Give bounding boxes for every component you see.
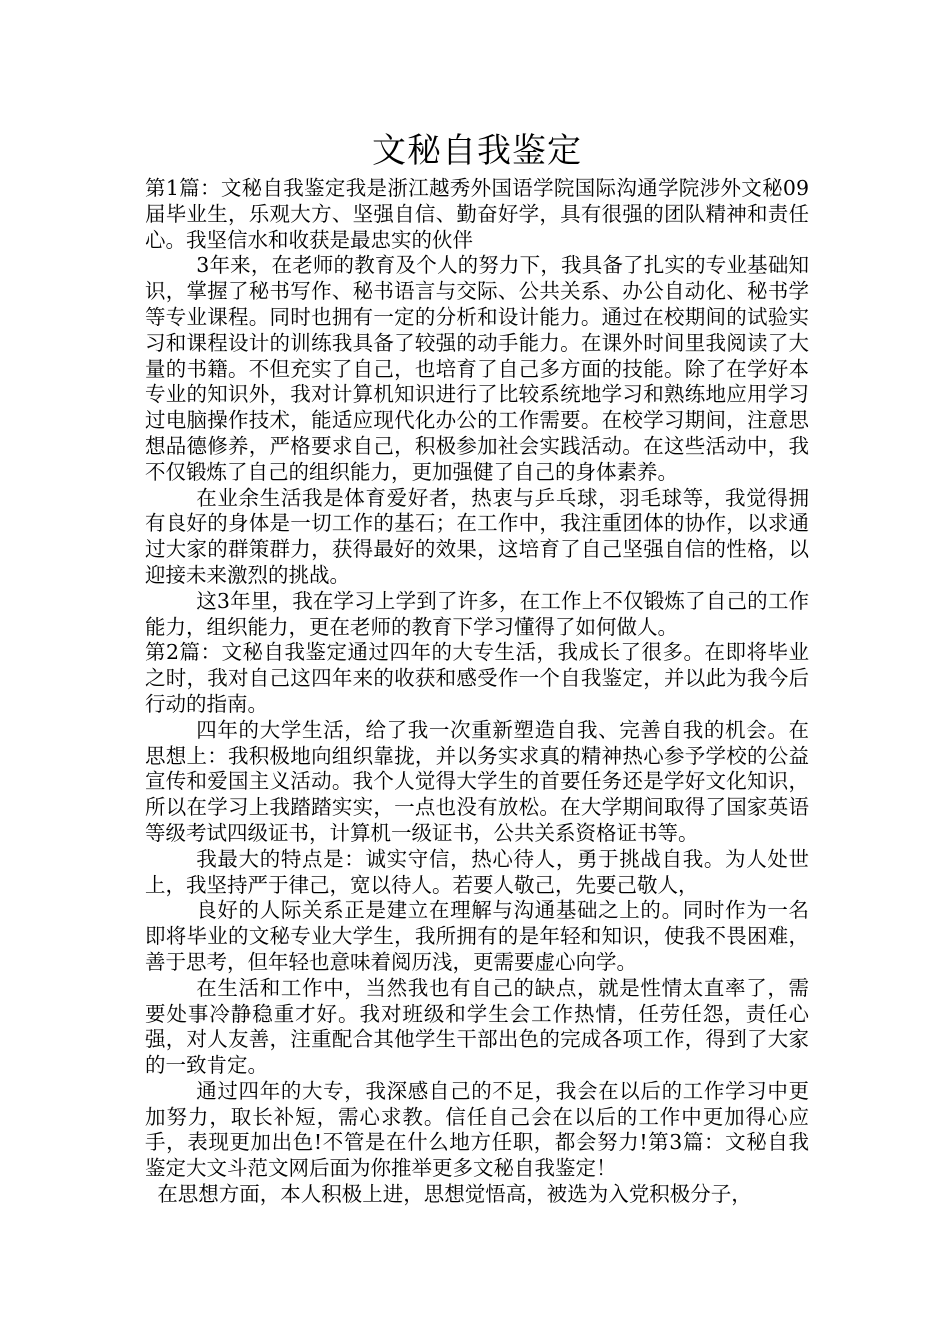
paragraph-9: 在生活和工作中，当然我也有自己的缺点，就是性情太直率了，需要处事冷静稳重才好。我对班级和学生会工作热情，任劳任怨，责任心强，对人友善，注重配合其他学生干部出色的完成各项工作，得到了大家的一致肯定。 [145,975,809,1078]
paragraph-8: 良好的人际关系正是建立在理解与沟通基础之上的。同时作为一名即将毕业的文秘专业大学生，我所拥有的是年轻和知识，使我不畏困难，善于思考，但年轻也意味着阅历浅，更需要虚心向学。 [145,898,809,974]
paragraph-10: 通过四年的大专，我深感自己的不足，我会在以后的工作学习中更加努力，取长补短，需心求教。信任自己会在以后的工作中更加得心应手，表现更加出色!不管是在什么地方任职，都会努力!第3篇：文秘自我鉴定大文斗范文网后面为你推举更多文秘自我鉴定！ [145,1078,809,1181]
document-body [145,176,809,1208]
document-title: 文秘自我鉴定 [372,131,582,171]
paragraph-3: 在业余生活我是体育爱好者，热衷与乒乓球，羽毛球等，我觉得拥有良好的身体是一切工作的基石；在工作中，我注重团体的协作，以求通过大家的群策群力，获得最好的效果，这培育了自己坚强自信的性格，以迎接未来激烈的挑战。 [145,485,809,587]
paragraph-11: 在思想方面，本人积极上进，思想觉悟高，被选为入党积极分子， [157,1182,752,1207]
paragraph-7: 我最大的特点是：诚实守信，热心待人，勇于挑战自我。为人处世上，我坚持严于律己，宽以待人。若要人敬己，先要己敬人， [145,846,809,897]
document-page [145,128,809,1208]
paragraph-4: 这3年里，我在学习上学到了许多，在工作上不仅锻炼了自己的工作能力，组织能力，更在老师的教育下学习懂得了如何做人。 [145,588,809,639]
paragraph-1: 第1篇：文秘自我鉴定我是浙江越秀外国语学院国际沟通学院涉外文秘09届毕业生，乐观大方、坚强自信、勤奋好学，具有很强的团队精神和责任心。我坚信水和收获是最忠实的伙伴 [145,176,809,252]
paragraph-2: 3年来，在老师的教育及个人的努力下，我具备了扎实的专业基础知识，掌握了秘书写作、秘书语言与交际、公共关系、办公自动化、秘书学等专业课程。同时也拥有一定的分析和设计能力。通过在校期间的试验实习和课程设计的训练我具备了较强的动手能力。在课外时间里我阅读了大量的书籍。不但充实了自己，也培育了自己多方面的技能。除了在学好本专业的知识外，我对计算机知识进行了比较系统地学习和熟练地应用学习过电脑操作技术，能适应现代化办公的工作需要。在校学习期间，注意思想品德修养，严格要求自己，积极参加社会实践活动。在这些活动中，我不仅锻炼了自己的组织能力，更加强健了自己的身体素养。 [145,253,809,484]
paragraph-5: 第2篇：文秘自我鉴定通过四年的大专生活，我成长了很多。在即将毕业之时，我对自己这四年来的收获和感受作一个自我鉴定，并以此为我今后行动的指南。 [145,640,809,716]
paragraph-6: 四年的大学生活，给了我一次重新塑造自我、完善自我的机会。在思想上：我积极地向组织靠拢，并以务实求真的精神热心参予学校的公益宣传和爱国主义活动。我个人觉得大学生的首要任务还是学好文化知识，所以在学习上我踏踏实实，一点也没有放松。在大学期间取得了国家英语等级考试四级证书，计算机一级证书，公共关系资格证书等。 [145,717,809,845]
